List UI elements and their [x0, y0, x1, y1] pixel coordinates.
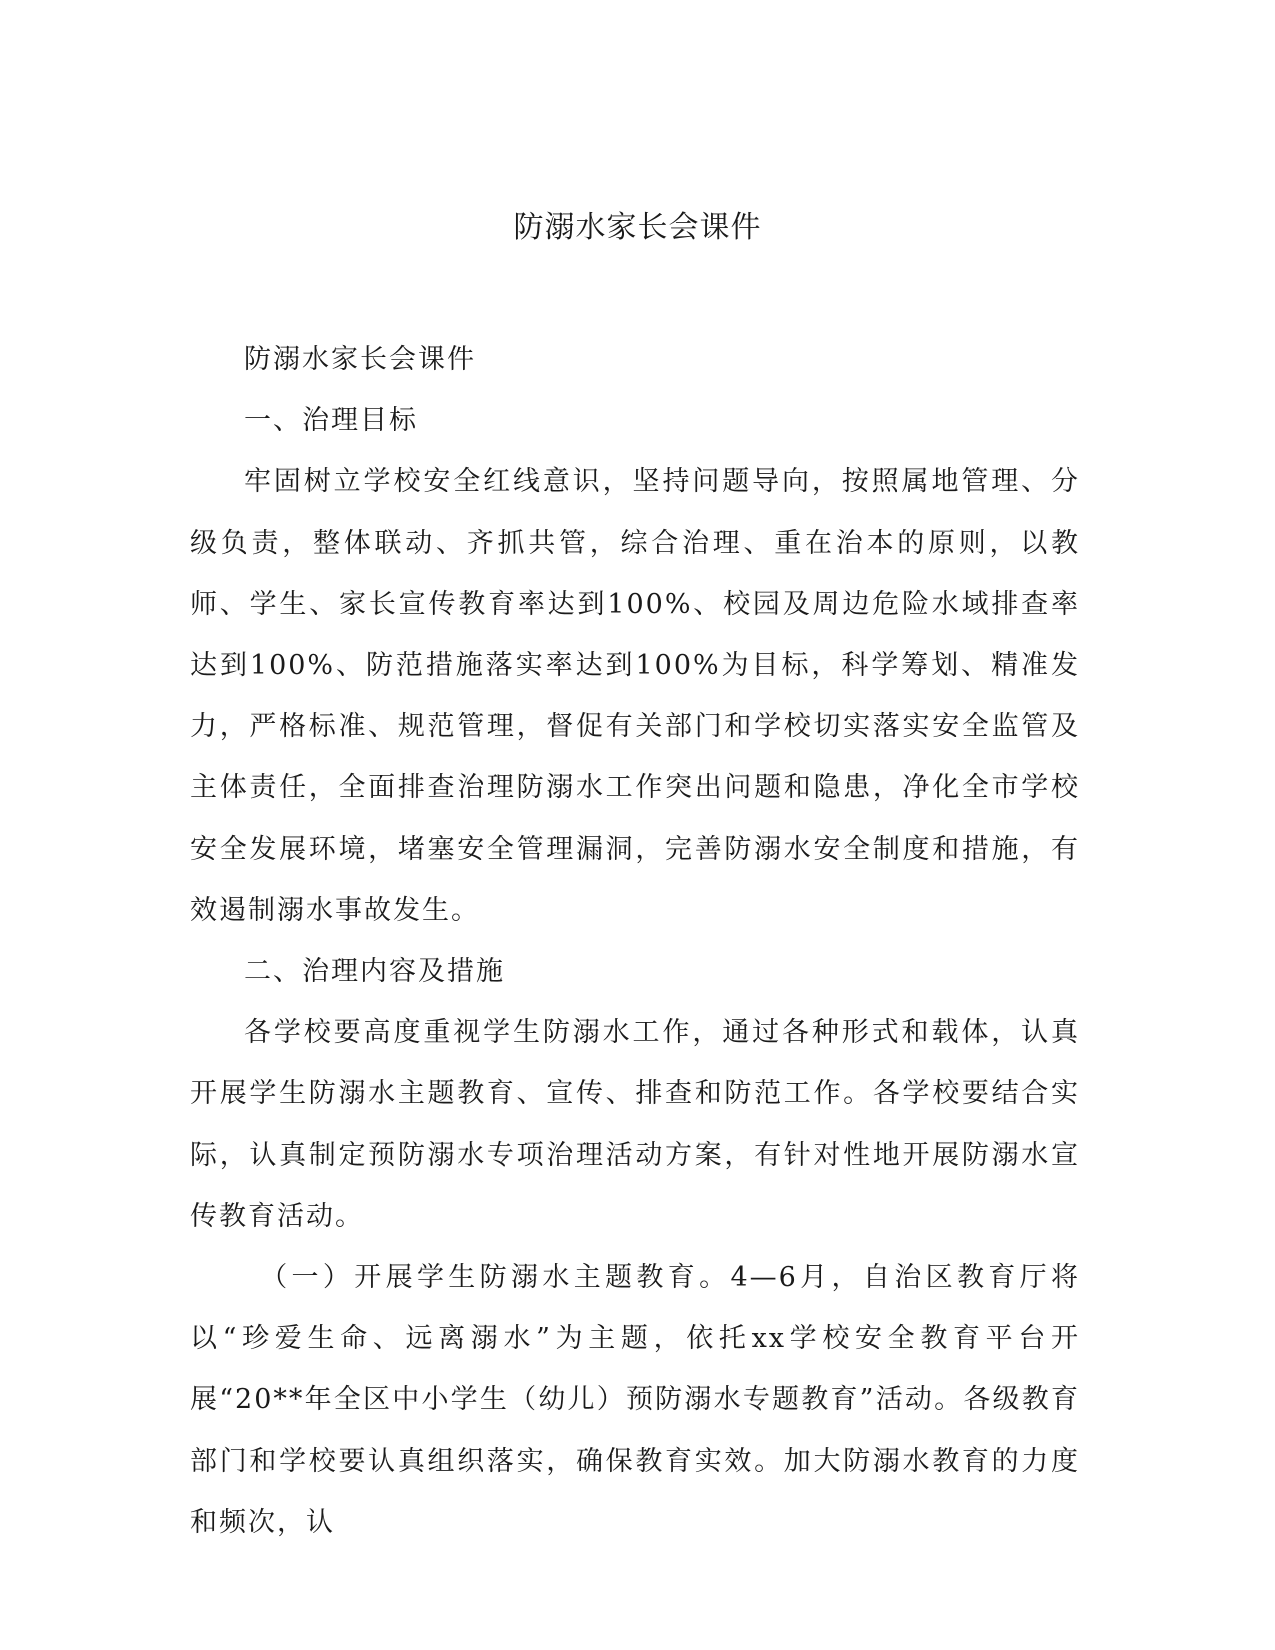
measures-paragraph: 各学校要高度重视学生防溺水工作，通过各种形式和载体，认真开展学生防溺水主题教育、宣传、排查和防范工作。各学校要结合实际，认真制定预防溺水专项治理活动方案，有针对性地开展防溺水宣传教育活动。: [190, 1017, 1080, 1232]
goals-paragraph: 牢固树立学校安全红线意识，坚持问题导向，按照属地管理、分级负责，整体联动、齐抓共管，综合治理、重在治本的原则，以教师、学生、家长宣传教育率达到100%、校园及周边危险水域排查率达到100%、防范措施落实率达到100%为目标，科学筹划、精准发力，严格标准、规范管理，督促有关部门和学校切实落实安全监管及主体责任，全面排查治理防溺水工作突出问题和隐患，净化全市学校安全发展环境，堵塞安全管理漏洞，完善防溺水安全制度和措施，有效遏制溺水事故发生。: [190, 466, 1080, 926]
section-heading-goals: 一、治理目标: [244, 405, 418, 437]
subtitle-paragraph: 防溺水家长会课件: [244, 344, 476, 375]
theme-education-paragraph: （一）开展学生防溺水主题教育。4—6月，自治区教育厅将以“珍爱生命、远离溺水”为主题，依托xx学校安全教育平台开展“20**年全区中小学生（幼儿）预防溺水专题教育”活动。各级教育部门和学校要认真组织落实，确保教育实效。加大防溺水教育的力度和频次，认: [190, 1262, 1080, 1538]
document-body: [190, 329, 1080, 1553]
section-heading-measures: 二、治理内容及措施: [244, 956, 505, 988]
document-title: 防溺水家长会课件: [513, 210, 762, 245]
